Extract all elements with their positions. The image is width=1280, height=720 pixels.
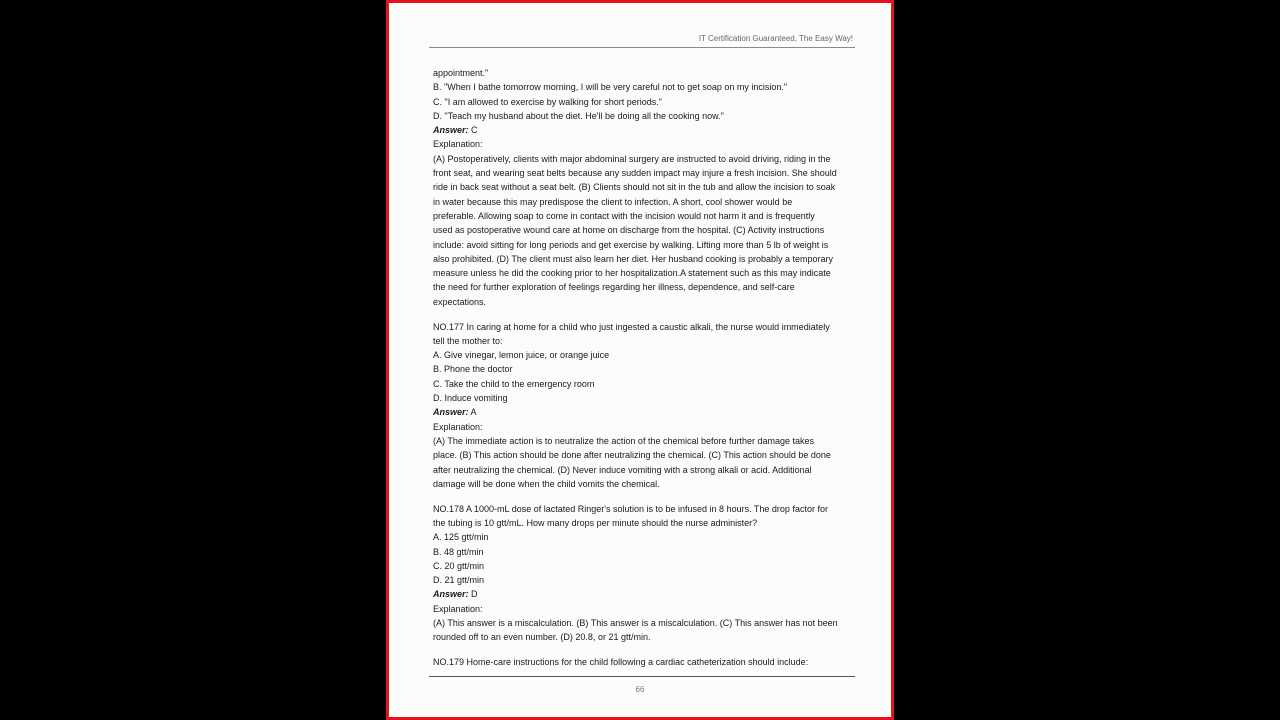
explanation-line: (A) This answer is a miscalculation. (B) This answer is a miscalculation. (C) This answer has not been [433, 617, 838, 628]
option-a: A. 125 gtt/min [433, 532, 489, 543]
header-title: IT Certification Guaranteed, The Easy Way! [698, 34, 853, 43]
spacer [433, 491, 853, 502]
answer-line [433, 405, 853, 419]
question-text: NO.178 A 1000-mL dose of lactated Ringer's solution is to be infused in 8 hours. The drop factor for [433, 503, 828, 514]
question-179 [433, 655, 853, 669]
answer-line [433, 123, 853, 137]
explanation-label: Explanation: [433, 139, 483, 150]
explanation-label: Explanation: [433, 421, 483, 432]
explanation-line: used as postoperative wound care at home on discharge from the hospital. (C) Activity instructions [433, 225, 825, 236]
explanation-line: expectations. [433, 296, 487, 307]
option-b: B. Phone the doctor [433, 364, 513, 375]
answer-label: Answer: [433, 125, 469, 136]
answer-value: A [470, 407, 477, 418]
question-text: NO.177 In caring at home for a child who just ingested a caustic alkali, the nurse would immediately [433, 321, 830, 332]
explanation-label: Explanation: [433, 603, 483, 614]
option-line: C. "I am allowed to exercise by walking for short periods." [433, 96, 662, 107]
page-number: 66 [635, 685, 645, 694]
question-177 [433, 320, 853, 492]
option-d: D. Induce vomiting [433, 393, 508, 404]
explanation-line: damage will be done when the child vomits the chemical. [433, 478, 660, 489]
explanation-line: (A) Postoperatively, clients with major abdominal surgery are instructed to avoid driving, riding in the [433, 153, 831, 164]
explanation-line: include: avoid sitting for long periods and get exercise by walking. Lifting more than 5 lb of weight is [433, 239, 829, 250]
spacer [433, 645, 853, 656]
question-text: the tubing is 10 gtt/mL. How many drops per minute should the nurse administer? [433, 517, 758, 528]
spacer [433, 309, 853, 320]
answer-line [433, 587, 853, 601]
explanation-line: also prohibited. (D) The client must also learn her diet. Her husband cooking is probably a temporary [433, 253, 834, 264]
explanation-line: place. (B) This action should be done after neutralizing the chemical. (C) This action should be done [433, 450, 831, 461]
question-178 [433, 502, 853, 645]
explanation-line: front seat, and wearing seat belts because any sudden impact may injure a fresh incision. She should [433, 168, 837, 179]
option-line: appointment." [433, 68, 489, 78]
footer-divider [429, 676, 855, 677]
explanation-line: ride in back seat without a seat belt. (B) Clients should not sit in the tub and allow the incision to soak [433, 182, 836, 193]
explanation-line: rounded off to an even number. (D) 20.8, or 21 gtt/min. [433, 632, 651, 643]
previous-question-continuation [433, 66, 853, 309]
explanation-line: the need for further exploration of feelings regarding her illness, dependence, and self-care [433, 282, 795, 293]
option-a: A. Give vinegar, lemon juice, or orange juice [433, 350, 610, 361]
document-page [386, 0, 894, 720]
explanation-line: after neutralizing the chemical. (D) Never induce vomiting with a strong alkali or acid. Additional [433, 464, 812, 475]
answer-label: Answer: [433, 407, 469, 418]
explanation-line: preferable. Allowing soap to come in contact with the incision would not harm it and is frequently [433, 210, 815, 221]
option-c: C. Take the child to the emergency room [433, 378, 595, 389]
option-d: D. 21 gtt/min [433, 575, 485, 586]
page-content [433, 66, 853, 669]
question-text: NO.179 Home-care instructions for the child following a cardiac catheterization should include: [433, 657, 809, 668]
explanation-line: measure unless he did the cooking prior to her hospitalization.A statement such as this may indicate [433, 268, 831, 279]
option-line: D. "Teach my husband about the diet. He'll be doing all the cooking now." [433, 110, 724, 121]
option-c: C. 20 gtt/min [433, 560, 485, 571]
option-line: B. "When I bathe tomorrow morning, I will be very careful not to get soap on my incision." [433, 82, 788, 93]
question-text: tell the mother to: [433, 335, 503, 346]
answer-label: Answer: [433, 589, 469, 600]
explanation-line: in water because this may predispose the client to infection. A short, cool shower would be [433, 196, 793, 207]
option-b: B. 48 gtt/min [433, 546, 484, 557]
answer-value: C [471, 125, 478, 136]
explanation-line: (A) The immediate action is to neutralize the action of the chemical before further damage takes [433, 435, 815, 446]
page-header [429, 33, 855, 48]
answer-value: D [471, 589, 478, 600]
